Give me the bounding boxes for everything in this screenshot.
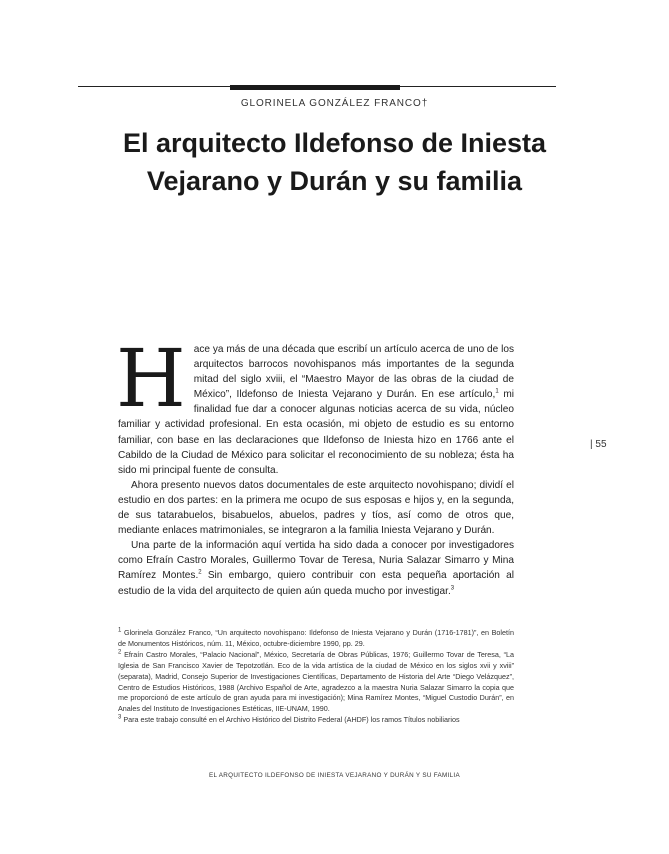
footnote-1-text: Glorinela González Franco, “Un arquitecto novohispano: Ildefonso de Iniesta Vejarano y Durán (1716-1781)”, en Boletín de Monumentos Históricos, núm. 11, México, octubre-diciembre 1990, pp. 29. — [118, 628, 514, 648]
footnotes — [118, 628, 514, 726]
author-name: GLORINELA GONZÁLEZ FRANCO — [240, 98, 422, 109]
paragraph-1-rest: mi finalidad fue dar a conocer algunas noticias acerca de su vida, núcleo familiar y actividad profesional. En esta ocasión, mi objeto de estudio es su entorno familiar, con base en las declaraciones que Ildefonso de Iniesta hizo en 1766 ante el Cabildo de la Ciudad de México para solicitar el reconocimiento de su nobleza; ésta ha sido mi principal fuente de consulta. — [118, 389, 514, 476]
footnote-3-text: Para este trabajo consulté en el Archivo Histórico del Distrito Federal (AHDF) los ramos Títulos nobiliarios — [121, 715, 460, 725]
header-accent-bar — [230, 85, 400, 90]
footnote-2 — [118, 650, 514, 715]
footnote-ref-3: 3 — [450, 585, 455, 592]
title-line-1: El arquitecto Ildefonso de Iniesta — [122, 128, 547, 158]
footnote-1-number: 1 — [118, 627, 122, 634]
article-body — [116, 332, 514, 599]
footnote-1 — [118, 628, 514, 650]
footnote-2-text: Efraín Castro Morales, “Palacio Nacional”, México, Secretaría de Obras Públicas, 1976; Guillermo Tovar de Teresa, “La Iglesia de San Francisco Xavier de Tepotzotlán. Eco de la vida artística de la ciudad de México en los siglos xvii y xviii” (separata), Madrid, Consejo Superior de Investigaciones Científicas, Departamento de Historia del Arte “Diego Velázquez”, Centro de Estudios Históricos, 1988 (Archivo Español de Arte, agradezco a la maestra Nuria Salazar Simarro la copia que me proporcionó de este artículo de gran ayuda para mi investigación); Mina Ramírez Montes, “Miguel Custodio Durán”, en Anales del Instituto de Investigaciones Estéticas, IIE-UNAM, 1990. — [118, 649, 514, 714]
running-footer: EL ARQUITECTO ILDEFONSO DE INIESTA VEJARANO Y DURÁN Y SU FAMILIA — [209, 772, 460, 779]
paragraph-1-text: ace ya más de una década que escribí un artículo acerca de uno de los arquitectos barrocos novohispanos más importantes de la segunda mitad del siglo xviii, el “Maestro Mayor de las obras de la ciudad de México”, Ildefonso de Iniesta Vejarano y Durán. En ese artículo, — [193, 344, 514, 401]
author-line — [0, 98, 669, 109]
footnote-2-number: 2 — [118, 649, 122, 656]
paragraph-1 — [116, 332, 514, 478]
title-line-2: Vejarano y Durán y su familia — [146, 166, 523, 196]
paragraph-3-rest: Sin embargo, quiero contribuir con esta pequeña aportación al estudio de la vida del arquitecto de quien aún queda mucho por investigar. — [118, 570, 514, 597]
footnote-ref-1: 1 — [495, 388, 499, 395]
author-mark: † — [421, 98, 429, 109]
footnote-3-number: 3 — [118, 714, 122, 721]
footnote-ref-2: 2 — [198, 570, 202, 577]
article-title — [60, 124, 609, 200]
paragraph-3 — [118, 538, 514, 598]
page-number: | 55 — [590, 439, 607, 450]
paragraph-3-text: Una parte de la información aquí vertida ha sido dada a conocer por investigadores como Efraín Castro Morales, Guillermo Tovar de Teresa, Nuria Salazar Simarro y Mina Ramírez Montes. — [118, 540, 514, 582]
drop-cap: H — [116, 332, 186, 425]
footnote-3 — [118, 715, 514, 726]
paragraph-2: Ahora presento nuevos datos documentales de este arquitecto novohispano; dividí el estudio en dos partes: en la primera me ocupo de sus esposas e hijos y, en la segunda, de sus tatarabuelos, bisabuelos, abuelos, padres y tíos, así como de otros que, mediante enlaces matrimoniales, se integraron a la familia Iniesta Vejarano y Durán. — [118, 479, 514, 537]
